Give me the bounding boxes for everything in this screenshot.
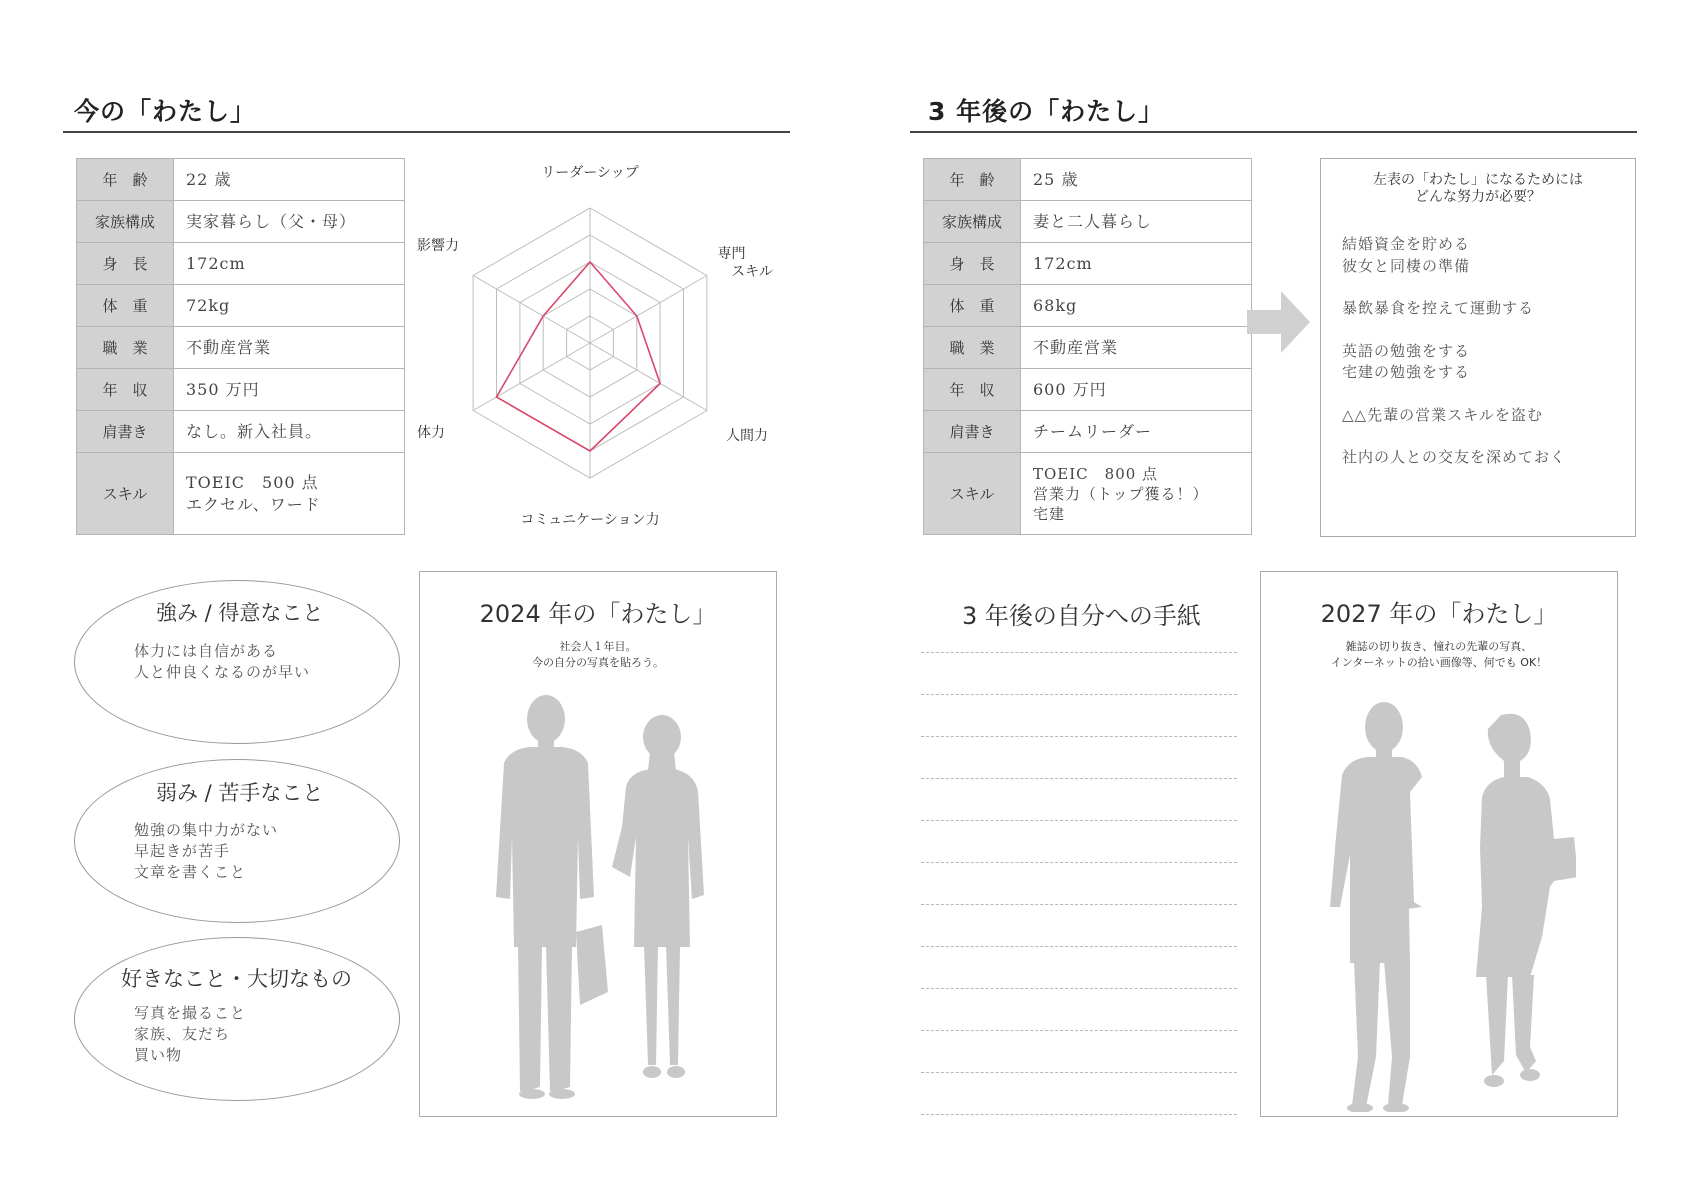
profile-row <box>924 327 1252 369</box>
confident-people-silhouette <box>1306 687 1576 1112</box>
profile-value: 妻と二人暮らし <box>1021 201 1252 243</box>
profile-row <box>77 243 405 285</box>
profile-value: 68kg <box>1021 285 1252 327</box>
current-photo-note: 社会人１年目。 今の自分の写真を貼ろう。 <box>532 640 664 669</box>
profile-value: 72kg <box>174 285 405 327</box>
right-title-rule <box>910 131 1637 133</box>
future-profile-table <box>923 158 1252 535</box>
profile-row <box>924 453 1252 535</box>
profile-row <box>924 369 1252 411</box>
effort-item: 英語の勉強をする 宅建の勉強をする <box>1342 341 1471 381</box>
profile-row <box>924 201 1252 243</box>
profile-value: チームリーダー <box>1021 411 1252 453</box>
future-photo-frame[interactable] <box>1260 571 1618 1117</box>
profile-row <box>77 411 405 453</box>
profile-row <box>77 285 405 327</box>
likes-text: 写真を撮ること 家族、友だち 買い物 <box>134 1004 247 1064</box>
profile-label: 身 長 <box>924 243 1021 285</box>
profile-row <box>924 411 1252 453</box>
letter-line[interactable] <box>921 778 1237 779</box>
right-page-title: 3 年後の「わたし」 <box>928 97 1165 126</box>
radar-label-stamina: 体力 <box>417 425 445 441</box>
letter-line[interactable] <box>921 1114 1237 1115</box>
profile-value: 350 万円 <box>174 369 405 411</box>
profile-label: 年 収 <box>77 369 174 411</box>
radar-axis-line <box>473 343 590 411</box>
current-photo-frame[interactable] <box>419 571 777 1117</box>
effort-item: 結婚資金を貯める 彼女と同棲の準備 <box>1342 235 1471 275</box>
radar-label-expertise-line: 専門 <box>717 246 746 262</box>
profile-value: 172cm <box>1021 243 1252 285</box>
profile-row <box>924 243 1252 285</box>
ability-radar-chart <box>405 150 785 540</box>
letter-line[interactable] <box>921 1072 1237 1073</box>
weaknesses-title: 弱み / 苦手なこと <box>156 781 324 805</box>
profile-value: 実家暮らし（父・母） <box>174 201 405 243</box>
letter-line[interactable] <box>921 820 1237 821</box>
profile-row <box>77 159 405 201</box>
letter-line[interactable] <box>921 694 1237 695</box>
letter-title: 3 年後の自分への手紙 <box>962 602 1201 630</box>
effort-item: 社内の人との交友を深めておく <box>1342 448 1567 466</box>
profile-row <box>924 285 1252 327</box>
profile-row <box>924 159 1252 201</box>
left-page-title: 今の「わたし」 <box>74 97 257 126</box>
effort-item: 暴飲暴食を控えて運動する <box>1342 299 1535 317</box>
profile-label: スキル <box>924 453 1021 535</box>
effort-heading: 左表の「わたし」になるためには どんな努力が必要？ <box>1373 172 1583 205</box>
profile-label: 年 齢 <box>924 159 1021 201</box>
likes-title: 好きなこと・大切なもの <box>121 967 352 991</box>
letter-line[interactable] <box>921 904 1237 905</box>
letter-line[interactable] <box>921 1030 1237 1031</box>
radar-label-communication: コミュニケーション力 <box>520 512 660 528</box>
profile-row <box>77 327 405 369</box>
profile-value: なし。新入社員。 <box>174 411 405 453</box>
profile-label: 年 齢 <box>77 159 174 201</box>
letter-line[interactable] <box>921 988 1237 989</box>
profile-label: 体 重 <box>924 285 1021 327</box>
effort-box <box>1320 158 1636 537</box>
profile-label: 家族構成 <box>77 201 174 243</box>
left-title-rule <box>63 131 790 133</box>
current-photo-title: 2024 年の「わたし」 <box>479 600 717 628</box>
radar-axis-line <box>590 343 707 411</box>
radar-label-leadership: リーダーシップ <box>541 165 639 181</box>
strengths-title: 強み / 得意なこと <box>156 601 324 625</box>
radar-label-expertise-line: スキル <box>731 264 773 280</box>
radar-axis-line <box>473 276 590 344</box>
radar-axis-line <box>590 276 707 344</box>
profile-label: 肩書き <box>77 411 174 453</box>
letter-line[interactable] <box>921 946 1237 947</box>
profile-value: 600 万円 <box>1021 369 1252 411</box>
future-photo-note: 雑誌の切り抜き、憧れの先輩の写真、 インターネットの拾い画像等、何でも OK！ <box>1330 640 1548 669</box>
radar-value-shape <box>497 262 661 451</box>
profile-value: 不動産営業 <box>1021 327 1252 369</box>
effort-item: △△先輩の営業スキルを盗む <box>1342 405 1543 424</box>
radar-label-humanity: 人間力 <box>726 428 768 444</box>
profile-label: 体 重 <box>77 285 174 327</box>
letter-line[interactable] <box>921 736 1237 737</box>
profile-value: 22 歳 <box>174 159 405 201</box>
letter-line[interactable] <box>921 652 1237 653</box>
effort-list <box>1342 234 1566 490</box>
profile-label: 年 収 <box>924 369 1021 411</box>
profile-label: 家族構成 <box>924 201 1021 243</box>
profile-value: 不動産営業 <box>174 327 405 369</box>
letter-line[interactable] <box>921 862 1237 863</box>
radar-grid <box>473 208 707 478</box>
profile-row <box>77 369 405 411</box>
profile-value: 25 歳 <box>1021 159 1252 201</box>
profile-label: 職 業 <box>924 327 1021 369</box>
profile-value: TOEIC 500 点 エクセル、ワード <box>174 453 405 535</box>
weaknesses-text: 勉強の集中力がない 早起きが苦手 文章を書くこと <box>134 821 279 881</box>
business-people-silhouette <box>480 687 720 1112</box>
strengths-text: 体力には自信がある 人と仲良くなるのが早い <box>134 642 311 681</box>
profile-label: 肩書き <box>924 411 1021 453</box>
profile-value: TOEIC 800 点 営業力（トップ獲る！） 宅建 <box>1021 453 1252 535</box>
profile-value: 172cm <box>174 243 405 285</box>
current-profile-table <box>76 158 405 535</box>
radar-label-expertise <box>718 246 773 280</box>
future-photo-title: 2027 年の「わたし」 <box>1320 600 1558 628</box>
profile-label: スキル <box>77 453 174 535</box>
profile-row <box>77 453 405 535</box>
profile-label: 職 業 <box>77 327 174 369</box>
radar-label-influence: 影響力 <box>417 238 459 254</box>
profile-label: 身 長 <box>77 243 174 285</box>
arrow-right-icon <box>1247 291 1311 353</box>
profile-row <box>77 201 405 243</box>
